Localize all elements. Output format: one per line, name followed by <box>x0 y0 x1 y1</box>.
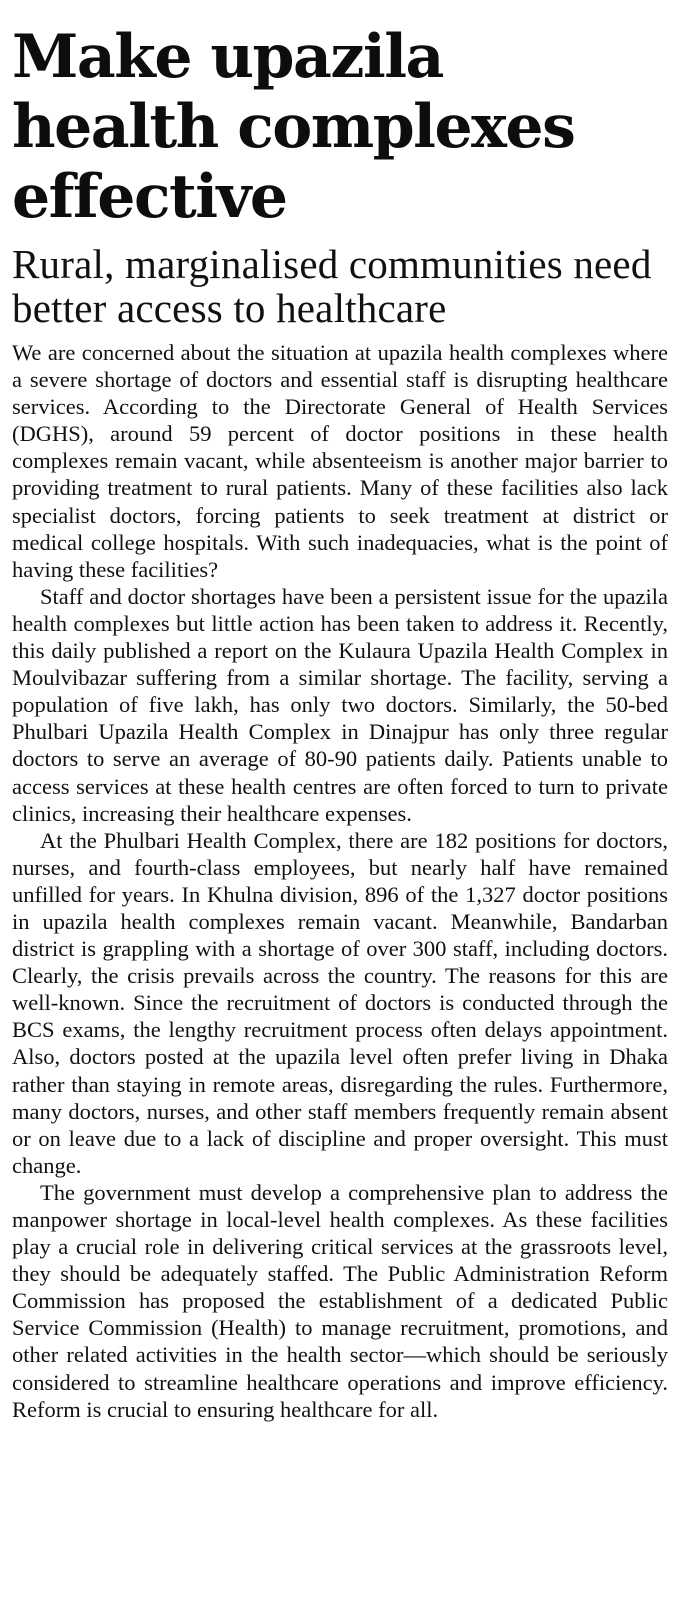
article-body <box>12 339 668 1423</box>
headline: Make upazila health complexes effective <box>12 22 575 232</box>
body-paragraph: Staff and doctor shortages have been a persistent issue for the upazila health complexes but little action has been taken to address it. Recently, this daily published a report on the Kulaura Upazila Health Complex in Moulvibazar suffering from a similar shortage. The facility, serving a population of five lakh, has only two doctors. Similarly, the 50-bed Phulbari Upazila Health Complex in Dinajpur has only three regular doctors to serve an average of 80-90 patients daily. Patients unable to access services at these health centres are often forced to turn to private clinics, increasing their healthcare expenses. <box>12 583 668 826</box>
body-paragraph: At the Phulbari Health Complex, there are 182 positions for doctors, nurses, and fourth-class employees, but nearly half have remained unfilled for years. In Khulna division, 896 of the 1,327 doctor positions in upazila health complexes remain vacant. Meanwhile, Bandarban district is grappling with a shortage of over 300 staff, including doctors. Clearly, the crisis prevails across the country. The reasons for this are well-known. Since the recruitment of doctors is conducted through the BCS exams, the lengthy recruitment process often delays appointment. Also, doctors posted at the upazila level often prefer living in Dhaka rather than staying in remote areas, disregarding the rules. Furthermore, many doctors, nurses, and other staff members frequently remain absent or on leave due to a lack of discipline and proper oversight. This must change. <box>12 827 668 1178</box>
body-paragraph: The government must develop a comprehensive plan to address the manpower shortage in local-level health complexes. As these facilities play a crucial role in delivering critical services at the grassroots level, they should be adequately staffed. The Public Administration Reform Commission has proposed the establishment of a dedicated Public Service Commission (Health) to manage recruitment, promotions, and other related activities in the health sector—which should be seriously considered to streamline healthcare operations and improve efficiency. Reform is crucial to ensuring healthcare for all. <box>12 1179 668 1422</box>
subheadline: Rural, marginalised communities need better access to healthcare <box>12 241 652 331</box>
editorial-article <box>12 22 668 1423</box>
body-paragraph: We are concerned about the situation at upazila health complexes where a severe shortage of doctors and essential staff is disrupting healthcare services. According to the Directorate General of Health Services (DGHS), around 59 percent of doctor positions in these health complexes remain vacant, while absenteeism is another major barrier to providing treatment to rural patients. Many of these facilities also lack specialist doctors, forcing patients to seek treatment at district or medical college hospitals. With such inadequacies, what is the point of having these facilities? <box>12 340 668 582</box>
